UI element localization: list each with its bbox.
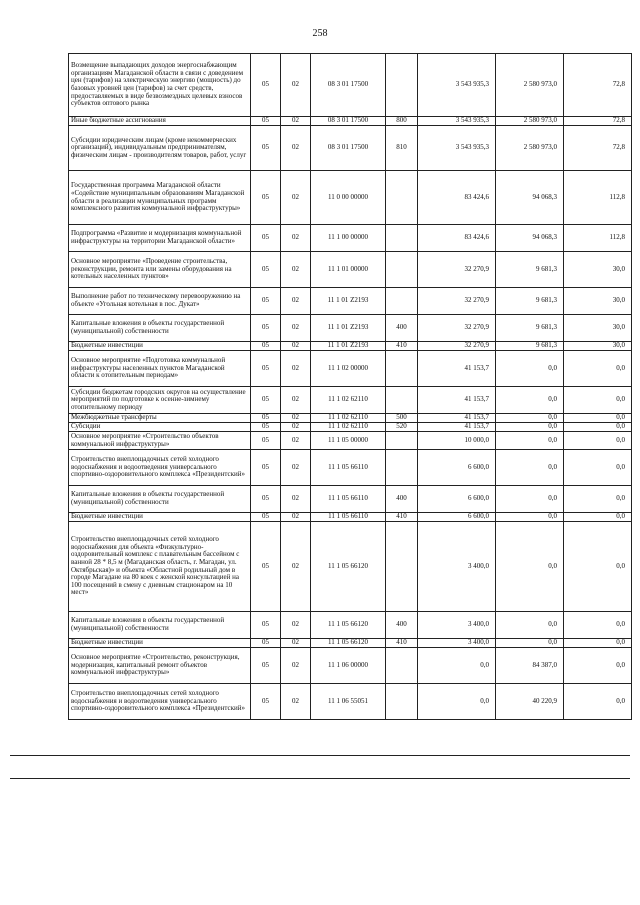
expense-type-code	[386, 252, 418, 288]
actual-amount: 40 220,9	[496, 684, 564, 720]
target-article-code: 11 1 01 Z2193	[311, 342, 386, 351]
table-row	[69, 171, 632, 225]
section-code: 05	[251, 288, 281, 315]
target-article-code: 08 3 01 17500	[311, 54, 386, 117]
section-code: 05	[251, 612, 281, 639]
target-article-code: 11 1 01 00000	[311, 252, 386, 288]
subsection-code: 02	[281, 450, 311, 486]
row-name: Строительство внеплощадочных сетей холодного водоснабжения и водоотведения универсального спортивно-оздоровительного комплекса «Президентский»	[69, 450, 251, 486]
section-code: 05	[251, 684, 281, 720]
planned-amount: 41 153,7	[418, 414, 496, 423]
expense-type-code	[386, 450, 418, 486]
section-code: 05	[251, 387, 281, 414]
actual-amount: 9 681,3	[496, 288, 564, 315]
execution-percent: 30,0	[564, 342, 632, 351]
target-article-code: 08 3 01 17500	[311, 117, 386, 126]
expense-type-code	[386, 351, 418, 387]
table-row	[69, 684, 632, 720]
section-code: 05	[251, 450, 281, 486]
execution-percent: 30,0	[564, 288, 632, 315]
expense-type-code: 520	[386, 423, 418, 432]
planned-amount: 3 400,0	[418, 639, 496, 648]
section-code: 05	[251, 54, 281, 117]
section-code: 05	[251, 117, 281, 126]
row-name: Капитальные вложения в объекты государственной (муниципальной) собственности	[69, 315, 251, 342]
planned-amount: 3 400,0	[418, 522, 496, 612]
row-name: Субсидии бюджетам городских округов на осуществление мероприятий по подготовке к осенне-зимнему отопительному периоду	[69, 387, 251, 414]
actual-amount: 9 681,3	[496, 252, 564, 288]
table-row	[69, 522, 632, 612]
expense-type-code: 810	[386, 126, 418, 171]
actual-amount: 0,0	[496, 414, 564, 423]
table-row	[69, 450, 632, 486]
target-article-code: 11 1 00 00000	[311, 225, 386, 252]
table-row	[69, 54, 632, 117]
section-code: 05	[251, 513, 281, 522]
planned-amount: 10 000,0	[418, 432, 496, 450]
section-code: 05	[251, 522, 281, 612]
actual-amount: 9 681,3	[496, 315, 564, 342]
actual-amount: 0,0	[496, 612, 564, 639]
planned-amount: 83 424,6	[418, 171, 496, 225]
execution-percent: 0,0	[564, 387, 632, 414]
subsection-code: 02	[281, 486, 311, 513]
planned-amount: 83 424,6	[418, 225, 496, 252]
subsection-code: 02	[281, 126, 311, 171]
planned-amount: 6 600,0	[418, 486, 496, 513]
execution-percent: 0,0	[564, 513, 632, 522]
row-name: Выполнение работ по техническому перевооружению на объекте «Угольная котельная в пос. Дукат»	[69, 288, 251, 315]
target-article-code: 11 0 00 00000	[311, 171, 386, 225]
row-name: Иные бюджетные ассигнования	[69, 117, 251, 126]
table-row	[69, 225, 632, 252]
expense-type-code: 400	[386, 315, 418, 342]
section-code: 05	[251, 315, 281, 342]
section-code: 05	[251, 225, 281, 252]
subsection-code: 02	[281, 513, 311, 522]
expense-type-code	[386, 387, 418, 414]
planned-amount: 3 543 935,3	[418, 117, 496, 126]
subsection-code: 02	[281, 612, 311, 639]
execution-percent: 0,0	[564, 432, 632, 450]
section-code: 05	[251, 351, 281, 387]
page-divider-bottom	[10, 778, 630, 779]
actual-amount: 2 580 973,0	[496, 117, 564, 126]
target-article-code: 11 1 05 66110	[311, 450, 386, 486]
target-article-code: 11 1 05 66120	[311, 639, 386, 648]
row-name: Межбюджетные трансферты	[69, 414, 251, 423]
target-article-code: 11 1 01 Z2193	[311, 315, 386, 342]
table-row	[69, 288, 632, 315]
planned-amount: 0,0	[418, 684, 496, 720]
execution-percent: 0,0	[564, 612, 632, 639]
planned-amount: 32 270,9	[418, 342, 496, 351]
actual-amount: 0,0	[496, 513, 564, 522]
section-code: 05	[251, 486, 281, 513]
section-code: 05	[251, 342, 281, 351]
target-article-code: 11 1 05 66120	[311, 522, 386, 612]
target-article-code: 11 1 06 00000	[311, 648, 386, 684]
row-name: Субсидии юридическим лицам (кроме некоммерческих организаций), индивидуальным предпринимателям, физическим лицам - производителям товаров, работ, услуг	[69, 126, 251, 171]
table-row	[69, 387, 632, 414]
expense-type-code: 400	[386, 486, 418, 513]
section-code: 05	[251, 414, 281, 423]
row-name: Государственная программа Магаданской области «Содействие муниципальным образованиям Магаданской области в реализации муниципальных программ комплексного развития коммунальной инфраструктуры»	[69, 171, 251, 225]
section-code: 05	[251, 423, 281, 432]
row-name: Бюджетные инвестиции	[69, 639, 251, 648]
planned-amount: 3 543 935,3	[418, 126, 496, 171]
planned-amount: 41 153,7	[418, 423, 496, 432]
section-code: 05	[251, 126, 281, 171]
subsection-code: 02	[281, 432, 311, 450]
subsection-code: 02	[281, 54, 311, 117]
budget-table	[68, 53, 632, 720]
subsection-code: 02	[281, 288, 311, 315]
page-divider-top	[10, 755, 630, 756]
planned-amount: 32 270,9	[418, 288, 496, 315]
subsection-code: 02	[281, 351, 311, 387]
target-article-code: 11 1 06 55051	[311, 684, 386, 720]
row-name: Основное мероприятие «Строительство, реконструкция, модернизация, капитальный ремонт объектов коммунальной инфраструктуры»	[69, 648, 251, 684]
subsection-code: 02	[281, 684, 311, 720]
subsection-code: 02	[281, 423, 311, 432]
table-row	[69, 612, 632, 639]
row-name: Возмещение выпадающих доходов энергоснабжающим организациям Магаданской области в связи с доведением цен (тарифов) на электрическую энергию (мощность) до базовых уровней цен (тарифов) за счет средств, предоставляемых в виде безвозмездных целевых взносов субъектов оптового рынка	[69, 54, 251, 117]
actual-amount: 2 580 973,0	[496, 54, 564, 117]
execution-percent: 0,0	[564, 522, 632, 612]
actual-amount: 94 068,3	[496, 171, 564, 225]
planned-amount: 41 153,7	[418, 351, 496, 387]
row-name: Капитальные вложения в объекты государственной (муниципальной) собственности	[69, 612, 251, 639]
actual-amount: 0,0	[496, 486, 564, 513]
expense-type-code	[386, 432, 418, 450]
subsection-code: 02	[281, 648, 311, 684]
target-article-code: 11 1 02 62110	[311, 423, 386, 432]
row-name: Строительство внеплощадочных сетей холодного водоснабжения и водоотведения универсального спортивно-оздоровительного комплекса «Президентский»	[69, 684, 251, 720]
expense-type-code	[386, 288, 418, 315]
target-article-code: 08 3 01 17500	[311, 126, 386, 171]
subsection-code: 02	[281, 414, 311, 423]
subsection-code: 02	[281, 522, 311, 612]
actual-amount: 0,0	[496, 450, 564, 486]
table-row	[69, 486, 632, 513]
row-name: Субсидии	[69, 423, 251, 432]
execution-percent: 30,0	[564, 315, 632, 342]
execution-percent: 0,0	[564, 450, 632, 486]
table-row	[69, 117, 632, 126]
subsection-code: 02	[281, 387, 311, 414]
planned-amount: 6 600,0	[418, 450, 496, 486]
planned-amount: 3 543 935,3	[418, 54, 496, 117]
table-row	[69, 648, 632, 684]
planned-amount: 32 270,9	[418, 315, 496, 342]
row-name: Капитальные вложения в объекты государственной (муниципальной) собственности	[69, 486, 251, 513]
execution-percent: 0,0	[564, 486, 632, 513]
subsection-code: 02	[281, 342, 311, 351]
execution-percent: 30,0	[564, 252, 632, 288]
section-code: 05	[251, 648, 281, 684]
planned-amount: 0,0	[418, 648, 496, 684]
section-code: 05	[251, 252, 281, 288]
table-row	[69, 639, 632, 648]
row-name: Бюджетные инвестиции	[69, 342, 251, 351]
expense-type-code	[386, 171, 418, 225]
actual-amount: 84 387,0	[496, 648, 564, 684]
execution-percent: 0,0	[564, 423, 632, 432]
expense-type-code: 800	[386, 117, 418, 126]
execution-percent: 0,0	[564, 414, 632, 423]
actual-amount: 0,0	[496, 522, 564, 612]
expense-type-code: 500	[386, 414, 418, 423]
execution-percent: 112,8	[564, 225, 632, 252]
actual-amount: 0,0	[496, 423, 564, 432]
section-code: 05	[251, 639, 281, 648]
row-name: Основное мероприятие «Подготовка коммунальной инфраструктуры населенных пунктов Магаданской области к отопительным периодам»	[69, 351, 251, 387]
row-name: Бюджетные инвестиции	[69, 513, 251, 522]
expense-type-code: 400	[386, 612, 418, 639]
subsection-code: 02	[281, 639, 311, 648]
subsection-code: 02	[281, 225, 311, 252]
page-number: 258	[312, 28, 328, 39]
execution-percent: 72,8	[564, 117, 632, 126]
expense-type-code	[386, 54, 418, 117]
table-row	[69, 351, 632, 387]
expense-type-code	[386, 522, 418, 612]
row-name: Основное мероприятие «Строительство объектов коммунальной инфраструктуры»	[69, 432, 251, 450]
expense-type-code	[386, 648, 418, 684]
table-row	[69, 432, 632, 450]
table-body	[69, 54, 632, 720]
row-name: Подпрограмма «Развитие и модернизация коммунальной инфраструктуры на территории Магаданской области»	[69, 225, 251, 252]
expense-type-code: 410	[386, 639, 418, 648]
row-name: Строительство внеплощадочных сетей холодного водоснабжения для объекта «Физкультурно-оздоровительный комплекс с плавательным бассейном с ванной 28 * 8,5 м (Магаданская область, г. Магадан, ул. Октябрьская)» и объекта «Областной родильный дом в городе Магадане на 80 коек с женской консультацией на 100 посещений в смену с дневным стационаром на 10 мест»	[69, 522, 251, 612]
planned-amount: 32 270,9	[418, 252, 496, 288]
expense-type-code	[386, 225, 418, 252]
target-article-code: 11 1 05 00000	[311, 432, 386, 450]
target-article-code: 11 1 02 62110	[311, 387, 386, 414]
expense-type-code	[386, 684, 418, 720]
planned-amount: 41 153,7	[418, 387, 496, 414]
planned-amount: 6 600,0	[418, 513, 496, 522]
subsection-code: 02	[281, 117, 311, 126]
subsection-code: 02	[281, 315, 311, 342]
row-name: Основное мероприятие «Проведение строительства, реконструкции, ремонта или замены оборудования на котельных населенных пунктов»	[69, 252, 251, 288]
execution-percent: 112,8	[564, 171, 632, 225]
actual-amount: 0,0	[496, 387, 564, 414]
execution-percent: 0,0	[564, 648, 632, 684]
actual-amount: 0,0	[496, 639, 564, 648]
execution-percent: 72,8	[564, 126, 632, 171]
execution-percent: 72,8	[564, 54, 632, 117]
table-row	[69, 315, 632, 342]
table-row	[69, 423, 632, 432]
actual-amount: 9 681,3	[496, 342, 564, 351]
table-row	[69, 342, 632, 351]
subsection-code: 02	[281, 171, 311, 225]
target-article-code: 11 1 05 66110	[311, 513, 386, 522]
table-row	[69, 252, 632, 288]
expense-type-code: 410	[386, 513, 418, 522]
actual-amount: 0,0	[496, 432, 564, 450]
actual-amount: 2 580 973,0	[496, 126, 564, 171]
target-article-code: 11 1 02 62110	[311, 414, 386, 423]
table-row	[69, 414, 632, 423]
section-code: 05	[251, 171, 281, 225]
execution-percent: 0,0	[564, 351, 632, 387]
expense-type-code: 410	[386, 342, 418, 351]
execution-percent: 0,0	[564, 684, 632, 720]
planned-amount: 3 400,0	[418, 612, 496, 639]
target-article-code: 11 1 02 00000	[311, 351, 386, 387]
section-code: 05	[251, 432, 281, 450]
table-row	[69, 513, 632, 522]
target-article-code: 11 1 05 66120	[311, 612, 386, 639]
target-article-code: 11 1 01 Z2193	[311, 288, 386, 315]
table-row	[69, 126, 632, 171]
subsection-code: 02	[281, 252, 311, 288]
actual-amount: 94 068,3	[496, 225, 564, 252]
target-article-code: 11 1 05 66110	[311, 486, 386, 513]
execution-percent: 0,0	[564, 639, 632, 648]
actual-amount: 0,0	[496, 351, 564, 387]
